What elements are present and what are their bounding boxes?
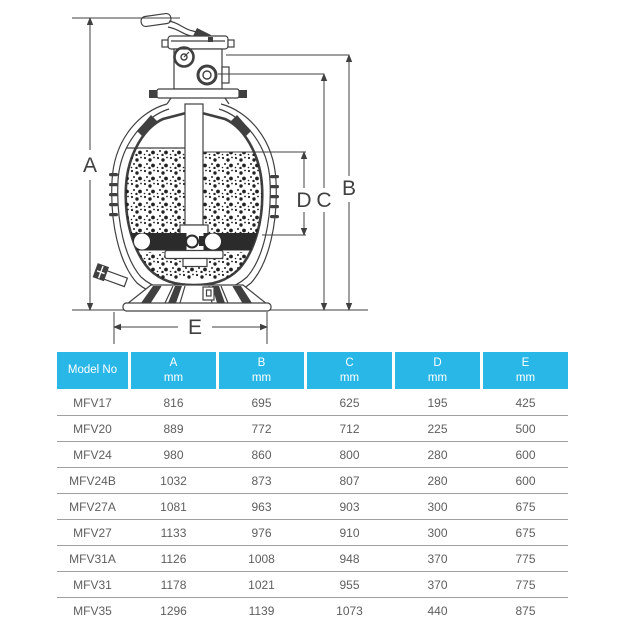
table-row: MFV20 889 772 712 225 500: [57, 416, 568, 442]
filter-tank-art: [109, 13, 279, 300]
table-row: MFV31A 1126 1008 948 370 775: [57, 546, 568, 572]
dim-label-a: A: [82, 154, 98, 177]
model-cell: MFV17: [73, 395, 112, 410]
spec-table-body: [57, 390, 568, 623]
spec-table: [57, 352, 568, 623]
header-dim-b: B mm: [219, 352, 304, 389]
header-dim-e: E mm: [483, 352, 568, 389]
table-row: MFV27A 1081 963 903 300 675: [57, 494, 568, 520]
lateral-manifold: [120, 233, 270, 251]
side-port-stub: [222, 67, 229, 83]
dim-label-d: D: [296, 189, 312, 212]
dim-label-c: C: [316, 189, 332, 212]
table-row: MFV35 1296 1139 1073 440 875: [57, 598, 568, 623]
dim-label-b: B: [341, 177, 357, 200]
collector-hub: [183, 259, 207, 267]
base-clip: [203, 287, 214, 300]
table-row: MFV31 1178 1021 955 370 775: [57, 572, 568, 598]
header-dim-a: A mm: [131, 352, 216, 389]
table-row: MFV27 1133 976 910 300 675: [57, 520, 568, 546]
table-row: MFV24 980 860 800 280 600: [57, 442, 568, 468]
model-cell: MFV24B: [69, 473, 116, 488]
header-dim-c: C mm: [307, 352, 392, 389]
model-cell: MFV35: [73, 603, 112, 618]
clamp-flange: [149, 89, 247, 104]
diffuser: [180, 225, 208, 234]
table-row: MFV24B 1032 873 807 280 600: [57, 468, 568, 494]
dim-label-e: E: [187, 316, 203, 339]
collector-fitting: [165, 251, 223, 259]
model-cell: MFV31A: [69, 551, 116, 566]
table-row: MFV17 816 695 625 195 425: [57, 390, 568, 416]
model-cell: MFV27A: [69, 499, 116, 514]
header-model-no: Model No: [57, 352, 128, 389]
model-cell: MFV31: [73, 577, 112, 592]
model-cell: MFV24: [73, 447, 112, 462]
header-dim-d: D mm: [395, 352, 480, 389]
model-cell: MFV27: [73, 525, 112, 540]
spec-table-header: [57, 352, 568, 389]
model-cell: MFV20: [73, 421, 112, 436]
multiport-valve: [162, 36, 234, 89]
standpipe: [185, 104, 203, 225]
drain-port: [93, 263, 129, 288]
